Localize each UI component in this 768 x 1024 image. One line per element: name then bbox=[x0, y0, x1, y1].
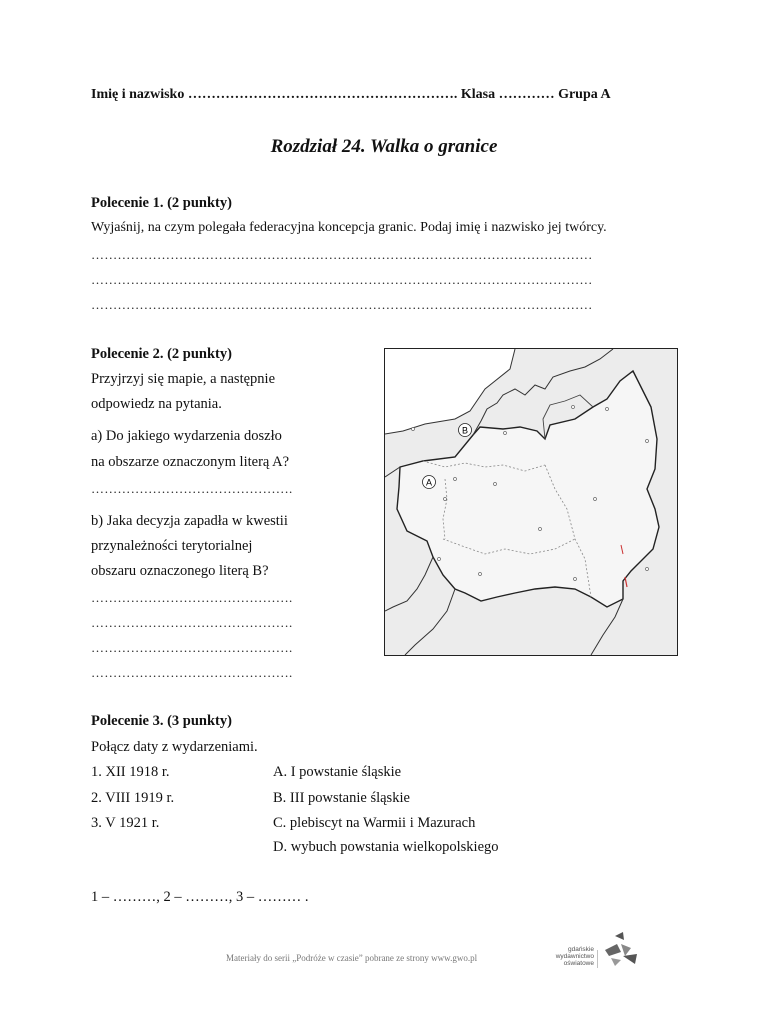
event-item: C. plebiscyt na Warmii i Mazurach bbox=[273, 815, 476, 831]
task2-answer-b[interactable]: ………………………………………. bbox=[91, 615, 293, 630]
task1-question: Wyjaśnij, na czym polegała federacyjna koncepcja granic. Podaj imię i nazwisko jej twórcy. bbox=[91, 220, 607, 235]
page-title: Rozdział 24. Walka o granice bbox=[270, 136, 498, 157]
name-field[interactable]: …………………………………………………. bbox=[187, 87, 458, 102]
red-marker bbox=[625, 577, 627, 587]
event-item: B. III powstanie śląskie bbox=[273, 790, 410, 806]
class-field[interactable]: ………… bbox=[498, 87, 555, 102]
task1-heading: Polecenie 1. (2 punkty) bbox=[91, 195, 232, 211]
task3-answer-line[interactable]: 1 – ………, 2 – ………, 3 – ……… . bbox=[91, 889, 309, 905]
task2-question-a: na obszarze oznaczonym literą A? bbox=[91, 454, 290, 470]
date-item: 2. VIII 1919 r. bbox=[91, 790, 175, 806]
publisher-line: oświatowe bbox=[563, 960, 594, 967]
student-info-line bbox=[91, 87, 611, 103]
footer-source: Materiały do serii „Podróże w czasie” pobrane ze strony www.gwo.pl bbox=[226, 953, 478, 963]
historical-map bbox=[384, 348, 678, 656]
task1-answer-line[interactable]: …………………………………………………………………………………………………… bbox=[91, 272, 593, 287]
task3-heading: Polecenie 3. (3 punkty) bbox=[91, 713, 232, 729]
task2-intro-line: odpowiedz na pytania. bbox=[91, 396, 222, 412]
south-border bbox=[405, 589, 455, 655]
publisher-logo-icon bbox=[597, 930, 643, 970]
task2-answer-b[interactable]: ………………………………………. bbox=[91, 590, 293, 605]
task2-question-b: b) Jaka decyzja zapadła w kwestii bbox=[91, 513, 288, 529]
task2-heading: Polecenie 2. (2 punkty) bbox=[91, 346, 232, 362]
southwest-border bbox=[385, 557, 433, 611]
publisher-line: wydawnictwo bbox=[555, 953, 594, 960]
task2-answer-b[interactable]: ………………………………………. bbox=[91, 640, 293, 655]
event-item: D. wybuch powstania wielkopolskiego bbox=[273, 839, 499, 855]
date-item: 3. V 1921 r. bbox=[91, 815, 160, 831]
name-label: Imię i nazwisko bbox=[91, 87, 185, 102]
task2-question-b: obszaru oznaczonego literą B? bbox=[91, 563, 269, 579]
sea-area bbox=[385, 349, 515, 434]
west-border bbox=[385, 467, 400, 477]
task3-instruction: Połącz daty z wydarzeniami. bbox=[91, 739, 258, 755]
date-item: 1. XII 1918 r. bbox=[91, 764, 170, 780]
map-svg bbox=[385, 349, 677, 655]
marker-a-label: A bbox=[425, 477, 433, 488]
publisher-line: gdańskie bbox=[567, 946, 594, 953]
publisher-name bbox=[546, 946, 594, 967]
class-label: Klasa bbox=[460, 87, 496, 102]
task2-intro-line: Przyjrzyj się mapie, a następnie bbox=[91, 371, 276, 387]
event-item: A. I powstanie śląskie bbox=[273, 764, 402, 780]
group-label: Grupa A bbox=[558, 87, 611, 102]
task2-question-a: a) Do jakiego wydarzenia doszło bbox=[91, 428, 282, 444]
task2-question-b: przynależności terytorialnej bbox=[91, 538, 253, 554]
task1-answer-line[interactable]: …………………………………………………………………………………………………… bbox=[91, 247, 593, 262]
task1-answer-line[interactable]: …………………………………………………………………………………………………… bbox=[91, 297, 593, 312]
marker-b-label: B bbox=[461, 425, 469, 436]
task2-answer-b[interactable]: ………………………………………. bbox=[91, 665, 293, 680]
task2-answer-a[interactable]: ………………………………………. bbox=[91, 481, 293, 496]
